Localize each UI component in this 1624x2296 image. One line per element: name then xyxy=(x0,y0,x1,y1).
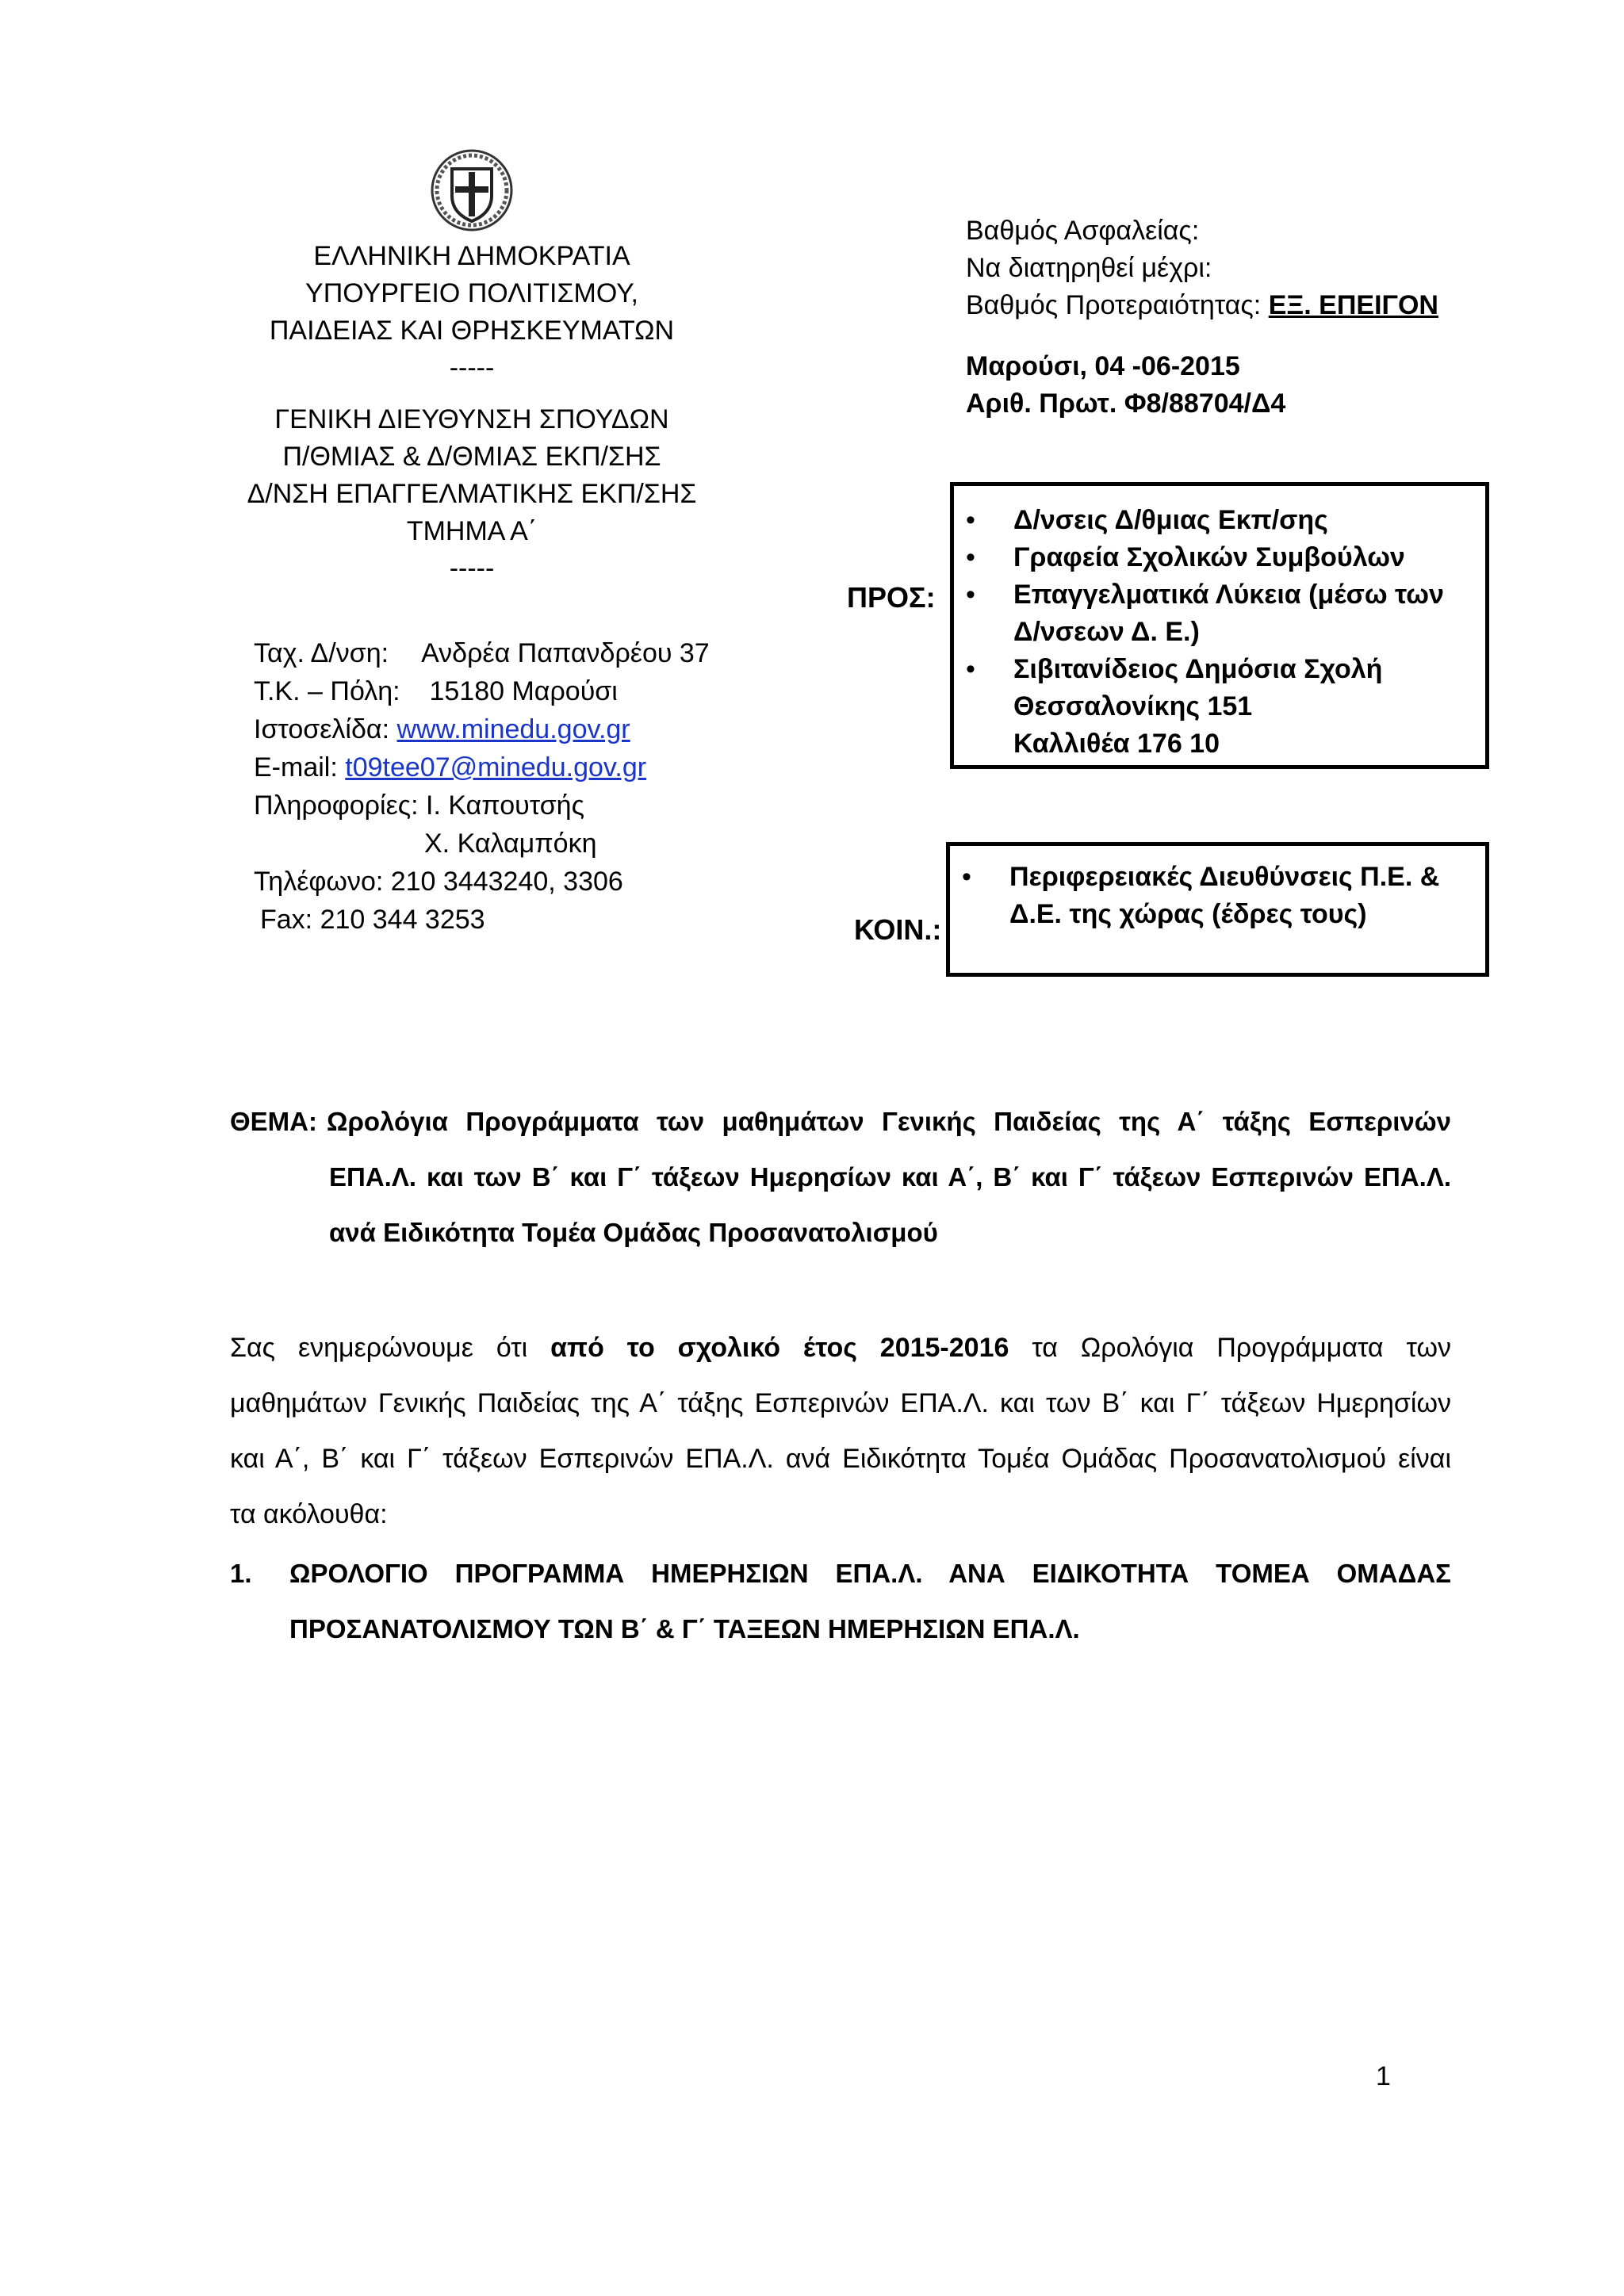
priority-row: Βαθμός Προτεραιότητας: ΕΞ. ΕΠΕΙΓΟΝ xyxy=(966,290,1438,320)
cc-box xyxy=(946,842,1489,977)
priority-value: ΕΞ. ΕΠΕΙΓΟΝ xyxy=(1268,290,1438,320)
recipient-item xyxy=(954,539,1485,576)
recipients-box xyxy=(950,482,1489,769)
recipient-item xyxy=(954,651,1485,763)
republic-name: ΕΛΛΗΝΙΚΗ ΔΗΜΟΚΡΑΤΙΑ xyxy=(313,241,630,271)
recipient-item-line: Σιβιτανίδειος Δημόσια Σχολή xyxy=(1013,654,1383,684)
subject-line-3: ανά Ειδικότητα Τομέα Ομάδας Προσανατολισμού xyxy=(329,1218,938,1247)
website-link[interactable]: www.minedu.gov.gr xyxy=(396,714,630,744)
section-number: 1. xyxy=(230,1559,252,1588)
directorate-line-2: Π/ΘΜΙΑΣ & Δ/ΘΜΙΑΣ ΕΚΠ/ΣΗΣ xyxy=(282,442,661,472)
sender-header xyxy=(238,238,706,587)
cc-label: ΚΟΙΝ.: xyxy=(854,913,942,946)
ministry-line-1: ΥΠΟΥΡΓΕΙΟ ΠΟΛΙΤΙΣΜΟΥ, xyxy=(305,278,638,308)
email-link[interactable]: t09tee07@minedu.gov.gr xyxy=(345,752,647,783)
recipient-item-line: Γραφεία Σχολικών Συμβούλων xyxy=(1013,542,1405,572)
greek-coat-of-arms-icon xyxy=(428,147,515,234)
section-1-heading xyxy=(230,1546,1451,1657)
fax-row: Fax: 210 344 3253 xyxy=(260,905,485,935)
body-paragraph xyxy=(230,1320,1451,1542)
bullet-icon: • xyxy=(962,862,971,892)
body-line-3: και Α΄, Β΄ και Γ΄ τάξεων Εσπερινών ΕΠΑ.Λ. ανά Ειδικότητα Τομέα Ομάδας Προσανατολισμού είναι xyxy=(230,1444,1451,1474)
protocol-number: Αριθ. Πρωτ. Φ8/88704/Δ4 xyxy=(966,388,1286,419)
directorate-line-1: ΓΕΝΙΚΗ ΔΙΕΥΘΥΝΣΗ ΣΠΟΥΔΩΝ xyxy=(274,404,669,434)
body-line-2: μαθημάτων Γενικής Παιδείας της Α΄ τάξης Εσπερινών ΕΠΑ.Λ. και των Β΄ και Γ΄ τάξεων Ημερησίων xyxy=(230,1388,1451,1418)
city-row: Τ.Κ. – Πόλη: 15180 Μαρούσι xyxy=(254,676,618,706)
bullet-icon: • xyxy=(966,580,975,610)
recipients-list xyxy=(954,502,1485,763)
recipient-item-line: Θεσσαλονίκης 151 xyxy=(1013,691,1253,721)
cc-list xyxy=(950,859,1485,933)
cc-item-line: Δ.Ε. της χώρας (έδρες τους) xyxy=(1009,899,1367,929)
recipient-item-line: Επαγγελματικά Λύκεια (μέσω των xyxy=(1013,580,1444,610)
recipient-item-line: Δ/νσεις Δ/θμιας Εκπ/σης xyxy=(1013,505,1328,535)
subject-line-1: ΘΕΜΑ: Ωρολόγια Προγράμματα των μαθημάτων Γενικής Παιδείας της Α΄ τάξης Εσπερινών xyxy=(230,1094,1451,1150)
separator: ----- xyxy=(449,553,495,584)
recipient-item xyxy=(954,502,1485,539)
email-row: E-mail: t09tee07@minedu.gov.gr xyxy=(254,752,647,783)
ministry-line-2: ΠΑΙΔΕΙΑΣ ΚΑΙ ΘΡΗΣΚΕΥΜΑΤΩΝ xyxy=(269,316,675,346)
body-line-4: τα ακόλουθα: xyxy=(230,1499,388,1529)
body-line-1: Σας ενημερώνουμε ότι από το σχολικό έτος 2015-2016 τα Ωρολόγια Προγράμματα των xyxy=(230,1333,1451,1363)
section-heading-line-1: ΩΡΟΛΟΓΙΟ ΠΡΟΓΡΑΜΜΑ ΗΜΕΡΗΣΙΩΝ ΕΠΑ.Λ. ΑΝΑ ΕΙΔΙΚΟΤΗΤΑ ΤΟΜΕΑ ΟΜΑΔΑΣ xyxy=(289,1559,1451,1588)
bullet-icon: • xyxy=(966,542,975,572)
section-heading-line-2: ΠΡΟΣΑΝΑΤΟΛΙΣΜΟΥ ΤΩΝ Β΄ & Γ΄ ΤΑΞΕΩΝ ΗΜΕΡΗΣΙΩΝ ΕΠΑ.Λ. xyxy=(289,1614,1080,1644)
department-name: ΤΜΗΜΑ Α΄ xyxy=(406,516,538,546)
security-level: Βαθμός Ασφαλείας: xyxy=(966,216,1200,246)
separator: ----- xyxy=(449,353,495,383)
document-meta xyxy=(966,212,1537,423)
cc-item-line: Περιφερειακές Διευθύνσεις Π.Ε. & xyxy=(1009,862,1440,892)
school-year-highlight: από το σχολικό έτος 2015-2016 xyxy=(550,1333,1009,1363)
info-row: Πληροφορίες: Ι. Καπουτσής xyxy=(254,790,584,821)
recipient-item-line: Δ/νσεων Δ. Ε.) xyxy=(1013,617,1200,647)
info-row-2: Χ. Καλαμπόκη xyxy=(424,828,597,859)
subject-label: ΘΕΜΑ: xyxy=(230,1107,317,1136)
cc-item xyxy=(950,859,1485,933)
page-number: 1 xyxy=(1376,2061,1391,2091)
recipient-item-line: Καλλιθέα 176 10 xyxy=(1013,729,1220,759)
bullet-icon: • xyxy=(966,505,975,535)
phone-row: Τηλέφωνο: 210 3443240, 3306 xyxy=(254,867,623,897)
contact-details xyxy=(254,634,809,939)
directorate-line-3: Δ/ΝΣΗ ΕΠΑΓΓΕΛΜΑΤΙΚΗΣ ΕΚΠ/ΣΗΣ xyxy=(247,479,697,509)
retain-until: Να διατηρηθεί μέχρι: xyxy=(966,253,1212,283)
recipient-item xyxy=(954,576,1485,651)
website-row: Ιστοσελίδα: www.minedu.gov.gr xyxy=(254,714,630,744)
address-row: Ταχ. Δ/νση: Ανδρέα Παπανδρέου 37 xyxy=(254,638,710,668)
place-date: Μαρούσι, 04 -06-2015 xyxy=(966,351,1240,381)
subject-line-2: ΕΠΑ.Λ. και των Β΄ και Γ΄ τάξεων Ημερησίων και Α΄, Β΄ και Γ΄ τάξεων Εσπερινών ΕΠΑ.Λ. xyxy=(329,1162,1451,1192)
subject-block xyxy=(230,1094,1451,1261)
to-label: ΠΡΟΣ: xyxy=(847,581,936,614)
bullet-icon: • xyxy=(966,654,975,684)
